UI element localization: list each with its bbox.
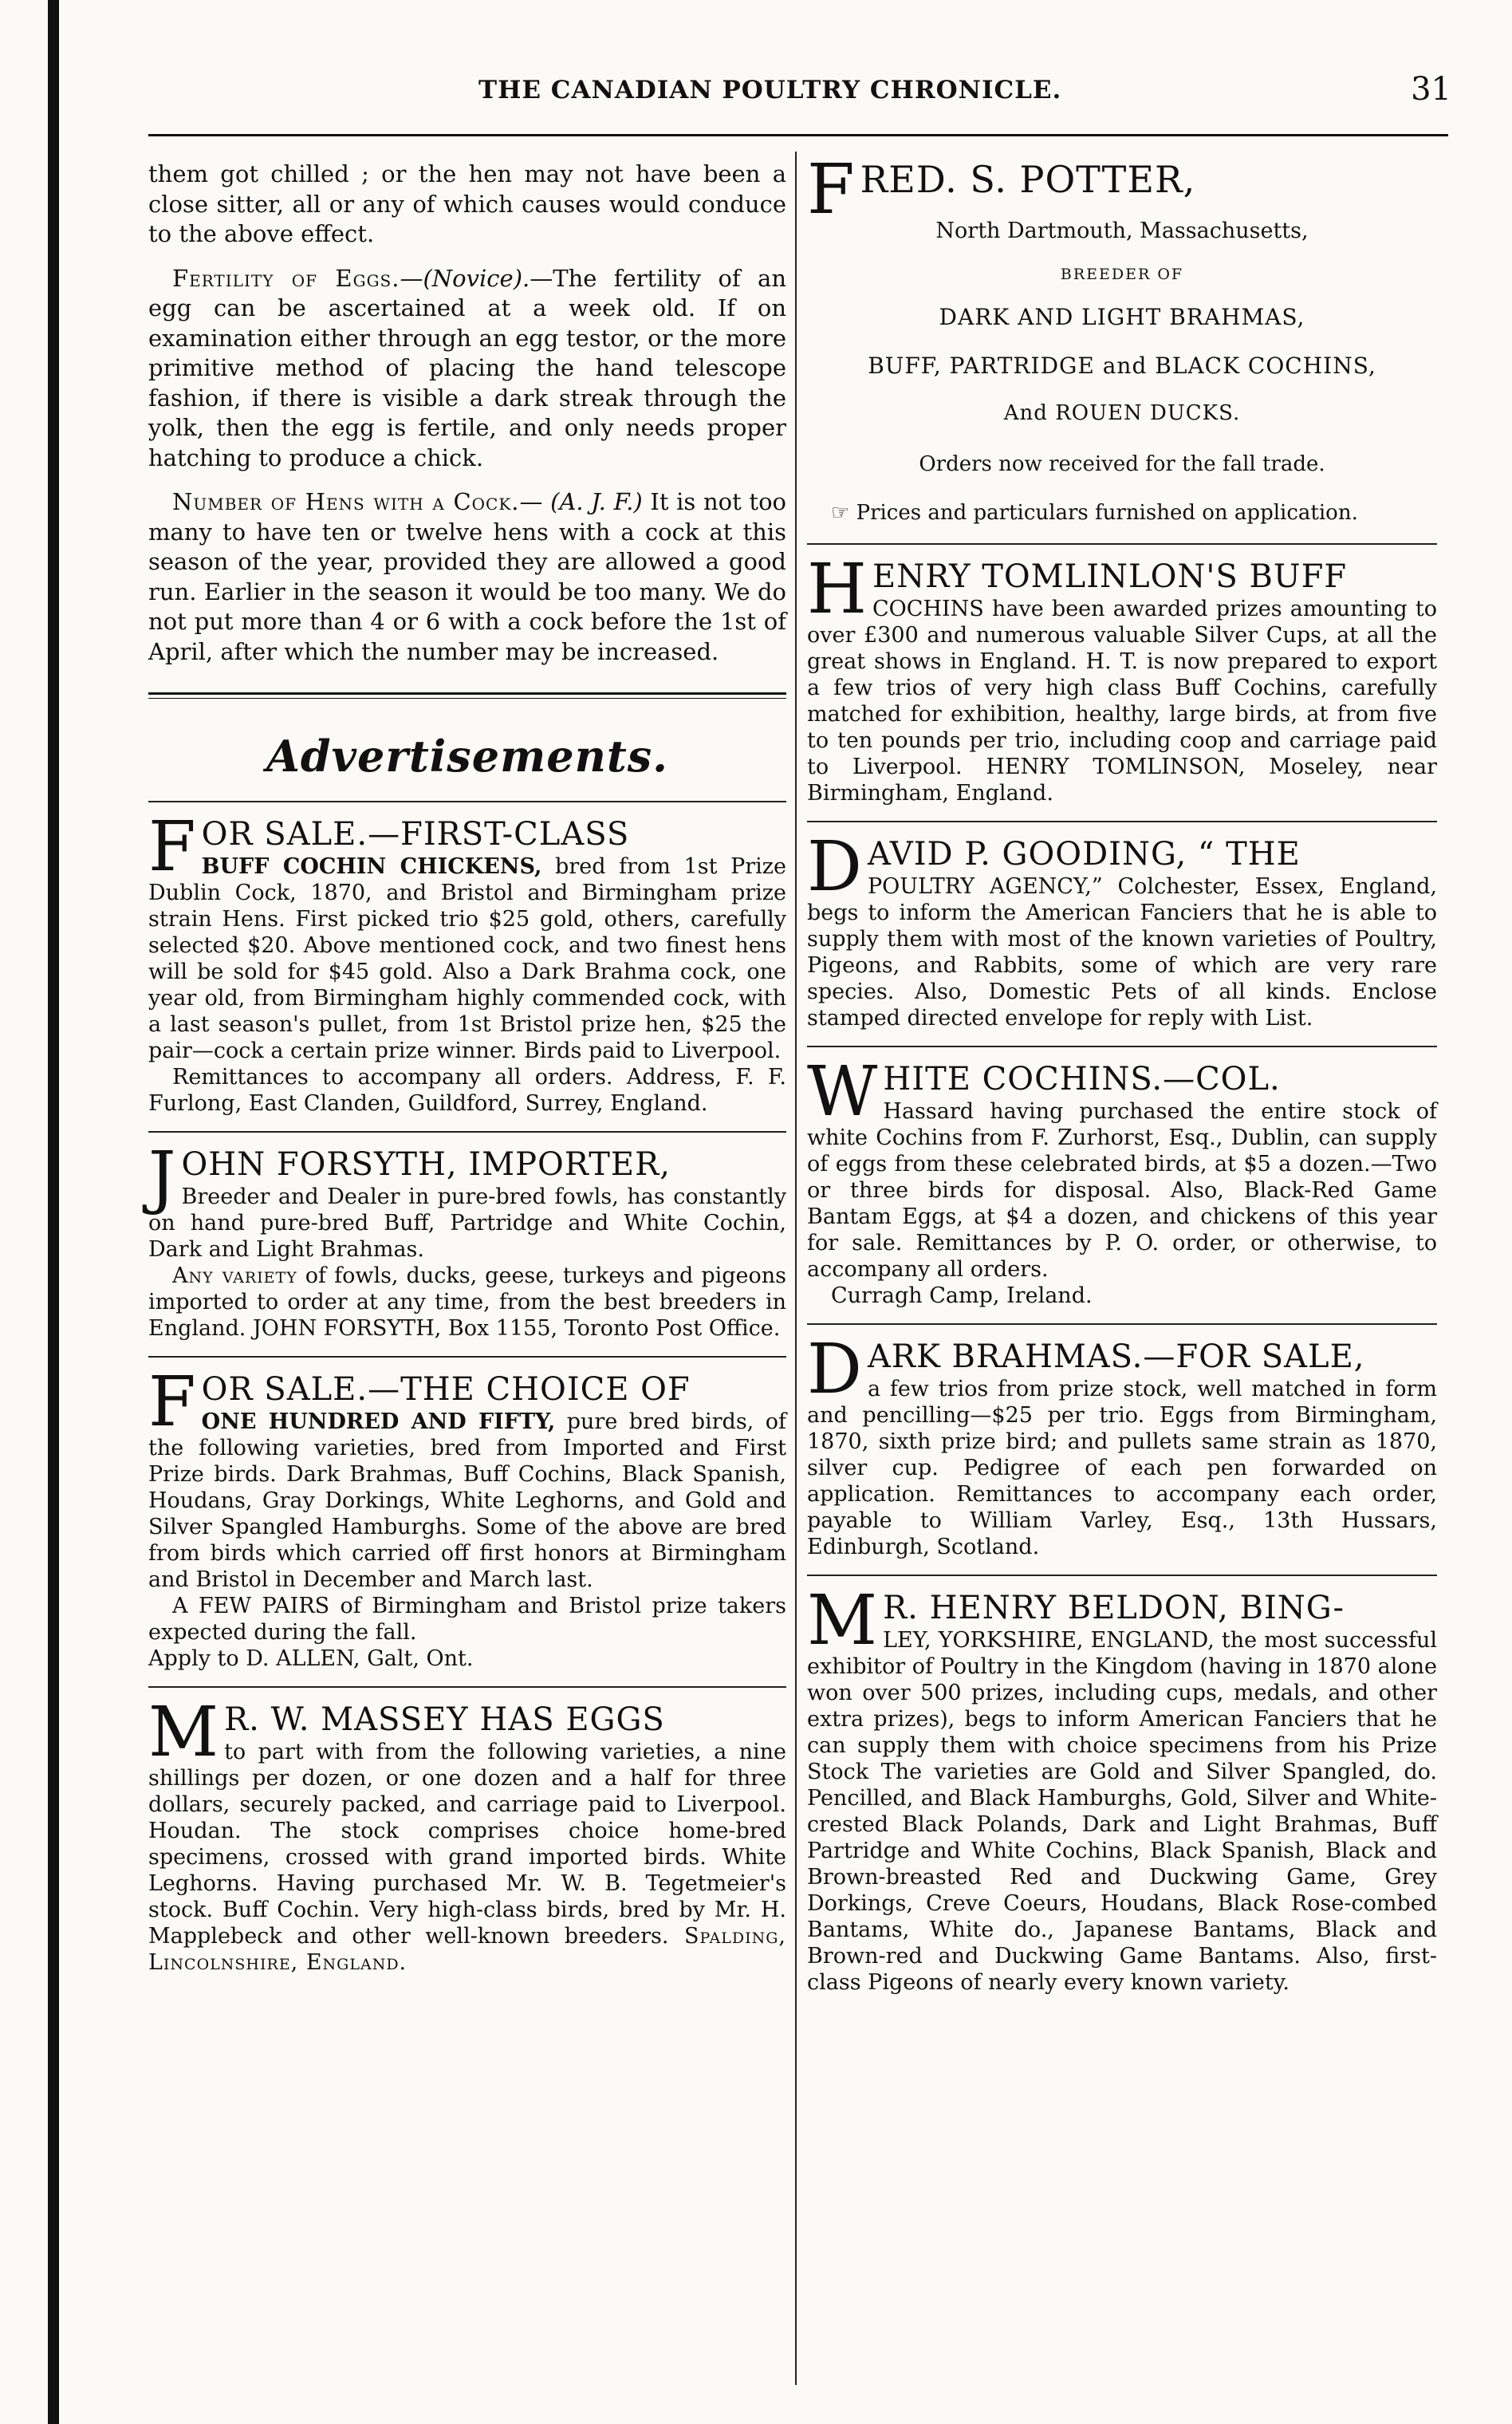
ad-title bbox=[148, 1137, 786, 1217]
ad-title bbox=[807, 1330, 1437, 1409]
ad-text: of fowls, ducks, geese, turkeys and pigeons imported to order at any time, from the best breeders in England. JOHN FORSYTH, Box 1155, Toronto Post Office. bbox=[148, 1263, 786, 1341]
ad-title bbox=[807, 150, 1437, 230]
ad-prices: ☞ Prices and particulars furnished on application. bbox=[831, 501, 1358, 525]
ad-forsyth bbox=[148, 1137, 786, 1342]
ad-apply: Apply to D. ALLEN, Galt, Ont. bbox=[148, 1646, 474, 1671]
ad-massey bbox=[148, 1693, 786, 1976]
drop-cap: H bbox=[807, 550, 868, 629]
ad-body bbox=[148, 1409, 786, 1593]
ad-lead: BUFF COCHIN CHICKENS, bbox=[201, 854, 542, 879]
ad-breed-line: BUFF, PARTRIDGE and BLACK COCHINS, bbox=[868, 353, 1376, 379]
ad-body bbox=[148, 1739, 786, 1976]
ad-breeder-label: BREEDER OF bbox=[1060, 266, 1184, 283]
ad-title-text: R. W. MASSEY HAS EGGS bbox=[224, 1701, 665, 1738]
column-divider bbox=[795, 152, 797, 2385]
divider bbox=[148, 1686, 786, 1688]
ad-body: COCHINS have been awarded prizes amounting to over £300 and numerous valuable Silver Cups, at all the great shows in England. H. T. is now prepared to export a few trios of very high class Buff Cochins, carefully matched for exhibition, healthy, large birds, at from five to ten pounds per trio, including coop and carriage paid to Liverpool. HENRY TOMLINSON, Moseley, near Birmingham, England. bbox=[807, 597, 1437, 806]
running-title: THE CANADIAN POULTRY CHRONICLE. bbox=[478, 76, 1062, 104]
ad-title bbox=[807, 1581, 1437, 1661]
divider bbox=[807, 543, 1437, 545]
ad-title-text: R. HENRY BELDON, BING- bbox=[883, 1590, 1345, 1626]
divider bbox=[148, 801, 786, 802]
ad-title bbox=[807, 1052, 1437, 1132]
page-number: 31 bbox=[1411, 71, 1451, 108]
left-column bbox=[148, 160, 786, 1976]
ad-tomlinson bbox=[807, 550, 1437, 806]
divider bbox=[148, 1356, 786, 1358]
ad-title-text: OR SALE.—THE CHOICE OF bbox=[201, 1371, 691, 1408]
ad-lead: Any variety bbox=[172, 1263, 297, 1288]
article-query-author: —(Novice). bbox=[400, 264, 530, 292]
ad-furlong bbox=[148, 807, 786, 1117]
ad-orders: Orders now received for the fall trade. bbox=[919, 452, 1325, 476]
ad-body: a few trios from prize stock, well matched in form and pencilling—$25 per trio. Eggs from Birmingham, 1870, sixth prize bird; and pullets same strain as 1870, silver cup. Pedigree of each pen forwarded on application. Remittances to accompany each order, payable to William Varley, Esq., 13th Hussars, Edinburgh, Scotland. bbox=[807, 1377, 1437, 1559]
header-rule bbox=[148, 134, 1448, 136]
divider bbox=[148, 1131, 786, 1133]
article-heading: Number of Hens with a Cock. bbox=[172, 488, 520, 515]
ad-body: Hassard having purchased the entire stock of white Cochins from F. Zurhorst, Esq., Dublin, can supply of eggs from these celebrated birds, at $5 a dozen.—Two or three birds for disposal. Also, Black-Red Game Bantam Eggs, at $4 a dozen, and chickens of this year for sale. Remittances by P. O. order, or otherwise, to accompany all orders. bbox=[807, 1099, 1437, 1282]
binding-edge bbox=[48, 0, 59, 2424]
ad-text: pure bred birds, of the following varieties, bred from Imported and First Prize birds. Dark Brahmas, Buff Cochins, Black Spanish, Houdans, Gray Dorkings, White Leghorns, and Gold and Silver Spangled Hamburghs. Some of the above are bred from birds which carried off first honors at Birmingham and Bristol in December and March last. bbox=[148, 1409, 787, 1592]
ad-potter bbox=[807, 150, 1437, 529]
drop-cap: F bbox=[807, 150, 856, 230]
article-text: It is not too many to have ten or twelve hens with a cock at this season of the year, provided they are allowed a good run. Earlier in the season it would be too many. We do not put more than 4 or 6 with a cock before the 1st of April, after which the number may be increased. bbox=[148, 488, 786, 665]
right-column bbox=[807, 150, 1437, 1996]
drop-cap: W bbox=[807, 1052, 879, 1132]
ad-title-text: RED. S. POTTER, bbox=[860, 158, 1196, 201]
ad-dark-brahmas bbox=[807, 1330, 1437, 1560]
ad-breed-line: And ROUEN DUCKS. bbox=[1003, 401, 1241, 425]
ad-title-text: OHN FORSYTH, IMPORTER, bbox=[181, 1146, 671, 1183]
ad-location: North Dartmouth, Massachusetts, bbox=[935, 219, 1309, 243]
ad-title-text: ARK BRAHMAS.—FOR SALE, bbox=[867, 1338, 1365, 1375]
ad-body bbox=[148, 853, 786, 1064]
drop-cap: F bbox=[148, 1362, 197, 1442]
ad-body-remittance: Remittances to accompany all orders. Address, F. F. Furlong, East Clanden, Guildford, Surrey, England. bbox=[148, 1065, 786, 1116]
article-paragraph-hens bbox=[148, 487, 786, 667]
ad-title-text: AVID P. GOODING, “ THE bbox=[867, 836, 1301, 873]
divider bbox=[807, 821, 1437, 822]
ad-white-cochins bbox=[807, 1052, 1437, 1309]
ad-allen bbox=[148, 1362, 787, 1672]
ad-gooding bbox=[807, 827, 1437, 1031]
article-text: —The fertility of an egg can be ascertained at a week old. If on examination either through an egg testor, or the more primitive method of placing the hand telescope fashion, if there is visible a dark streak through the yolk, then the egg is fertile, and only needs proper hatching to produce a chick. bbox=[148, 264, 786, 471]
divider bbox=[807, 1575, 1437, 1576]
ad-body: LEY, YORKSHIRE, ENGLAND, the most successful exhibitor of Poultry in the Kingdom (having in 1870 alone won over 500 prizes, including cups, medals, and other extra prizes), begs to inform American Fanciers that he can supply them with choice specimens from his Prize Stock The varieties are Gold and Silver Spangled, do. Pencilled, and Black Hamburghs, Gold, Silver and White-crested Black Polands, Dark and Light Brahmas, Buff Partridge and White Cochins, Black Spanish, Black and Brown-breasted Red and Duckwing Game, Grey Dorkings, Creve Coeurs, Houdans, Black Rose-combed Bantams, White do., Japanese Bantams, Black and Brown-red and Duckwing Game Bantams. Also, first-class Pigeons of nearly every known variety. bbox=[807, 1628, 1437, 1995]
ad-body: Breeder and Dealer in pure-bred fowls, has constantly on hand pure-bred Buff, Partridge and White Cochin, Dark and Light Brahmas. bbox=[148, 1184, 786, 1262]
ad-title-text: OR SALE.—FIRST-CLASS bbox=[201, 816, 630, 853]
page-header bbox=[478, 71, 1451, 124]
ad-text: to part with from the following varieties, a nine shillings per dozen, or one dozen and a half for three dollars, securely packed, and carriage paid to Liverpool. Houdan. The stock comprises choice home-bred specimens, crossed with grand imported birds. White Leghorns. Having purchased Mr. W. B. Tegetmeier's stock. Buff Cochin. Very high-class birds, bred by Mr. H. Mapplebeck and other well-known breeders. bbox=[148, 1740, 786, 1949]
ad-title-text: ENRY TOMLINLON'S BUFF bbox=[872, 558, 1348, 595]
section-rule bbox=[148, 692, 786, 699]
advertisements-heading: Advertisements. bbox=[266, 731, 668, 782]
divider bbox=[807, 1323, 1437, 1325]
ad-lead: ONE HUNDRED AND FIFTY, bbox=[201, 1409, 556, 1434]
ad-title bbox=[807, 827, 1437, 907]
drop-cap: M bbox=[807, 1581, 879, 1661]
drop-cap: D bbox=[807, 1330, 863, 1409]
article-paragraph: them got chilled ; or the hen may not have been a close sitter, all or any of which causes would conduce to the above effect. bbox=[148, 160, 786, 247]
drop-cap: D bbox=[807, 827, 863, 907]
article-heading: Fertility of Eggs. bbox=[172, 264, 400, 292]
ad-beldon bbox=[807, 1581, 1437, 1996]
article-query-author: — (A. J. F.) bbox=[519, 488, 643, 515]
divider bbox=[807, 1046, 1437, 1047]
ad-title bbox=[807, 550, 1437, 629]
ad-title bbox=[148, 1693, 786, 1772]
ad-body-import bbox=[148, 1263, 786, 1342]
drop-cap: F bbox=[148, 807, 197, 887]
ad-signature: Spalding, Lincolnshire, England. bbox=[148, 1924, 786, 1975]
drop-cap: M bbox=[148, 1693, 220, 1772]
ad-body-pairs: A FEW PAIRS of Birmingham and Bristol prize takers expected during the fall. bbox=[148, 1594, 786, 1645]
ad-breed-line: DARK AND LIGHT BRAHMAS, bbox=[939, 304, 1305, 330]
drop-cap: J bbox=[148, 1137, 177, 1217]
article-paragraph-fertility bbox=[148, 264, 786, 474]
ad-title-text: HITE COCHINS.—COL. bbox=[883, 1061, 1281, 1098]
ad-body: POULTRY AGENCY,” Colchester, Essex, England, begs to inform the American Fanciers that he is able to supply them with most of the known varieties of Poultry, Pigeons, and Rabbits, some of which are very rare species. Also, Domestic Pets of all kinds. Enclose stamped directed envelope for reply with List. bbox=[807, 874, 1437, 1031]
ad-text: bred from 1st Prize Dublin Cock, 1870, and Bristol and Birmingham prize strain Hens. First picked trio $25 gold, others, carefully selected $20. Above mentioned cock, and two finest hens will be sold for $45 gold. Also a Dark Brahma cock, one year old, from Birmingham highly commended cock, with a last season's pullet, from 1st Bristol prize hen, $25 the pair—cock a certain prize winner. Birds paid to Liverpool. bbox=[148, 854, 786, 1063]
ad-signature: Curragh Camp, Ireland. bbox=[831, 1283, 1093, 1308]
